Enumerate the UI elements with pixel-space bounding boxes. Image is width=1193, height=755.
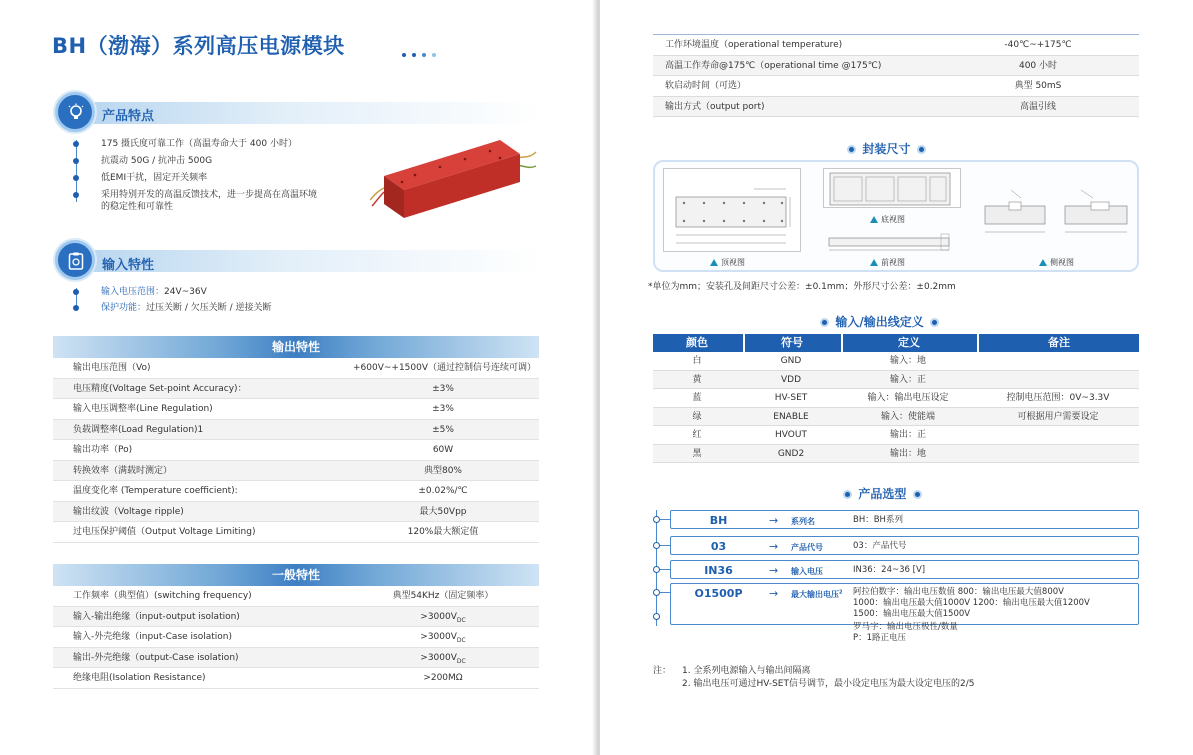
clipboard-icon (66, 251, 86, 271)
bullet-dot (73, 289, 79, 295)
table-row (53, 522, 539, 543)
spec-value-text: >3000V (420, 632, 457, 642)
notes-label: 注： (653, 666, 672, 676)
table-row (53, 358, 539, 379)
selection-node (653, 516, 660, 523)
spec-value: +600V~+1500V（通过控制信号连续可调） (353, 363, 537, 373)
selection-key (791, 589, 842, 600)
wire-definition: 输入：正 (889, 374, 926, 385)
triangle-icon (710, 259, 718, 266)
feature-item: 采用特别开发的高温反馈技术，进一步提高在高温环境 (101, 190, 318, 200)
wire-color: 绿 (692, 411, 702, 422)
front-view-label-text: 前视图 (881, 258, 905, 267)
spec-value: 典型 50mS (1014, 81, 1062, 91)
note-item: 2. 输出电压可通过HV-SET信号调节，最小设定电压为最大设定电压的2/5 (682, 679, 975, 689)
right-page (600, 0, 1193, 755)
feature-item: 的稳定性和可靠性 (101, 202, 174, 212)
general-table-title: 一般特性 (53, 564, 539, 586)
input-protection (101, 303, 272, 314)
wire-color: 白 (692, 356, 702, 366)
top-view-drawing (663, 168, 801, 252)
wire-symbol: HV-SET (774, 393, 808, 403)
title-dots (402, 42, 442, 61)
selection-key-text: 最大输出电压 (791, 590, 839, 599)
wire-remark: 控制电压范围：0V~3.3V (1006, 393, 1110, 403)
arrow-icon: → (769, 540, 779, 553)
selection-key (791, 516, 815, 527)
title-dot (845, 492, 850, 497)
selection-code: BH (709, 514, 728, 527)
wire-table-header (653, 334, 1139, 352)
selection-row (670, 560, 1139, 579)
spec-value: ±0.02%/℃ (418, 486, 468, 496)
selection-tick (660, 569, 670, 570)
wire-color: 黑 (692, 448, 702, 459)
wire-col-definition: 定义 (841, 334, 975, 352)
spec-value: 最大50Vpp (419, 506, 467, 517)
selection-key-text: 产品代号 (791, 543, 823, 552)
spec-name: 负载调整率(Load Regulation)1 (73, 424, 204, 435)
front-view-label (870, 257, 905, 268)
table-row (53, 420, 539, 441)
spec-value: 120%最大额定值 (407, 527, 479, 537)
table-row (53, 627, 539, 648)
spec-name: 过电压保护阈值（Output Voltage Limiting) (73, 527, 256, 537)
feature-item: 175 摄氏度可靠工作（高温寿命大于 400 小时） (101, 139, 297, 149)
side-view-label-text: 侧视图 (1050, 258, 1074, 267)
side-view-drawing (981, 168, 1133, 252)
bullet-dot (73, 158, 79, 164)
output-table-title: 输出特性 (53, 336, 539, 358)
dims-drawing-box (653, 160, 1139, 272)
title-dot (915, 492, 920, 497)
spec-value: ±3% (432, 404, 454, 414)
feature-item: 抗震动 50G / 抗冲击 500G (101, 156, 213, 166)
title-dot (932, 320, 937, 325)
selection-key-text: 系列名 (791, 517, 815, 526)
table-row (53, 481, 539, 502)
selection-desc: BH：BH系列 (853, 515, 903, 525)
triangle-icon (1039, 259, 1047, 266)
selection-row (670, 510, 1139, 529)
wire-table-body (653, 352, 1139, 463)
selection-desc: IN36：24~36 [V] (853, 565, 926, 575)
spec-value: 高温引线 (1019, 101, 1056, 112)
spec-name: 输入电压调整率(Line Regulation) (73, 404, 213, 414)
bottom-view-label-text: 底视图 (881, 215, 905, 224)
spec-value: 400 小时 (1018, 60, 1058, 71)
bullet-dot (73, 141, 79, 147)
selection-row (670, 536, 1139, 555)
spec-name: 输入-外壳绝缘（input-Case isolation) (73, 632, 232, 642)
selection-desc-line: 罗马字：输出电压极性/数量 (853, 622, 958, 632)
left-page (0, 0, 596, 755)
note-item: 1. 全系列电源输入与输出间隔离 (682, 666, 811, 676)
lightbulb-icon (66, 103, 86, 123)
arrow-icon: → (769, 564, 779, 577)
selection-title-text: 产品选型 (858, 487, 907, 501)
wire-col-color: 颜色 (686, 336, 708, 349)
spec-value-text: >3000V (420, 611, 457, 622)
selection-code: O1500P (694, 587, 743, 600)
spec-name: 输出电压范围（Vo) (73, 363, 151, 373)
feature-item: 低EMI干扰，固定开关频率 (101, 173, 208, 183)
wire-definition: 输入：输出电压设定 (867, 393, 949, 403)
wire-col-symbol: 符号 (743, 334, 839, 352)
dims-title-text: 封装尺寸 (862, 142, 911, 156)
selection-desc-line: 1500：输出电压最大值1500V (853, 609, 971, 619)
spec-name: 工作环境温度（operational temperature) (665, 40, 843, 50)
title-dot (919, 147, 924, 152)
table-row (53, 399, 539, 420)
table-row (653, 426, 1139, 445)
wire-definition: 输入：使能端 (880, 411, 935, 422)
bottom-view-drawing (823, 168, 961, 208)
features-badge (55, 92, 95, 132)
spec-value-text: 典型54KHz（固定频率） (392, 591, 494, 601)
input-range-label: 输入电压范围： (101, 287, 165, 297)
wires-title-text: 输入/输出线定义 (835, 315, 924, 329)
arrow-icon: → (769, 587, 779, 600)
spec-name: 转换效率（满载时测定） (73, 465, 173, 476)
selection-desc: 03：产品代号 (853, 541, 907, 551)
selection-tick (660, 545, 670, 546)
spec-name: 输出方式（output port) (665, 101, 765, 112)
selection-node (653, 542, 660, 549)
features-title: 产品特点 (102, 109, 155, 124)
side-view-label (1039, 257, 1074, 268)
table-row (653, 97, 1139, 118)
top-view-sketch (664, 169, 802, 253)
spec-name: 输出纹波（Voltage ripple) (73, 506, 184, 517)
spec-name: 绝缘电阻(Isolation Resistance) (73, 673, 206, 683)
spec-name: 输出功率（Po) (73, 445, 133, 455)
output-table (53, 336, 539, 543)
spec-name: 工作频率（典型值）(switching frequency) (73, 591, 252, 601)
selection-title (845, 485, 920, 502)
dims-note: *单位为mm；安装孔及间距尺寸公差：±0.1mm；外形尺寸公差：±0.2mm (648, 282, 956, 292)
table-row (53, 440, 539, 461)
wire-definition: 输出：正 (889, 430, 926, 440)
table-row (53, 379, 539, 400)
selection-row (670, 583, 1139, 643)
arrow-icon: → (769, 514, 779, 527)
wire-symbol: ENABLE (773, 411, 809, 422)
triangle-icon (870, 216, 878, 223)
selection-node (653, 613, 660, 620)
wire-symbol: HVOUT (775, 430, 807, 440)
input-range-value: 24V~36V (164, 287, 207, 297)
wires-title (822, 313, 937, 330)
spec-name: 电压精度(Voltage Set-point Accuracy)： (73, 383, 247, 394)
bullet-dot (73, 305, 79, 311)
spec-value: ±5% (432, 424, 454, 435)
wire-symbol: GND (780, 356, 802, 366)
spec-value: ±3% (432, 383, 454, 394)
input-protection-label: 保护功能： (101, 303, 147, 313)
wire-definition: 输出：地 (889, 448, 926, 459)
spec-value-subscript: DC (456, 657, 466, 665)
selection-key-sup: 2 (839, 589, 843, 596)
table-row (653, 445, 1139, 464)
selection-desc-line: 阿拉伯数字：输出电压数值 800：输出电压最大值800V (853, 587, 1064, 597)
top-view-label-text: 顶视图 (721, 258, 745, 267)
bullet-dot (73, 175, 79, 181)
table-row (53, 668, 539, 689)
spec-value-subscript: DC (456, 616, 466, 624)
spec-value (353, 668, 533, 688)
table-row (53, 586, 539, 607)
selection-key (791, 566, 823, 577)
selection-desc (853, 587, 1090, 644)
table-row (653, 56, 1139, 77)
spec-name: 温度变化率 (Temperature coefficient): (73, 486, 238, 496)
top-view-label (710, 257, 745, 268)
selection-key (791, 542, 823, 553)
product-photo (370, 130, 538, 230)
table-row (653, 352, 1139, 371)
wire-symbol: GND2 (777, 448, 805, 459)
selection-node (653, 589, 660, 596)
top-spec-table (653, 34, 1139, 117)
triangle-icon (870, 259, 878, 266)
table-row (53, 607, 539, 628)
spec-name: 输入-输出绝缘（input-output isolation) (73, 611, 240, 622)
spec-value-text: >200MΩ (423, 673, 463, 683)
wire-symbol: VDD (780, 374, 802, 385)
table-row (653, 76, 1139, 97)
selection-key-text: 输入电压 (791, 567, 823, 576)
selection-code: IN36 (704, 564, 733, 577)
input-badge (55, 240, 95, 280)
dims-title (849, 140, 924, 157)
table-row (53, 502, 539, 523)
input-protection-value: 过压关断 / 欠压关断 / 逆接关断 (146, 303, 272, 313)
spec-value (353, 586, 533, 606)
wire-color: 红 (692, 430, 702, 440)
side-view-sketch (981, 168, 1133, 252)
spec-name: 输出-外壳绝缘（output-Case isolation) (73, 652, 239, 663)
table-row (53, 461, 539, 482)
spec-name: 软启动时间（可选） (665, 81, 747, 91)
table-row (653, 35, 1139, 56)
selection-code: 03 (710, 540, 727, 553)
table-row (653, 389, 1139, 408)
selection-desc-line: P：1路正电压 (853, 633, 907, 643)
wire-col-remarks: 备注 (977, 334, 1139, 352)
top-spec-body (653, 35, 1139, 117)
table-row (53, 648, 539, 669)
selection-node (653, 566, 660, 573)
general-table (53, 564, 539, 689)
selection-desc-line: 1000：输出电压最大值1000V 1200：输出电压最大值1200V (853, 598, 1090, 608)
spec-value: 典型80% (423, 465, 462, 476)
input-range (101, 287, 207, 298)
spec-value-text: >3000V (420, 652, 457, 663)
bottom-view-sketch (824, 169, 962, 209)
bottom-view-label (870, 214, 905, 225)
front-view-drawing (823, 230, 961, 254)
wire-remark: 可根据用户需要设定 (1017, 411, 1099, 422)
spec-value: 60W (432, 445, 454, 455)
spec-name: 高温工作寿命@175℃（operational time @175℃) (665, 60, 882, 71)
wire-color: 蓝 (692, 393, 702, 403)
general-table-body (53, 586, 539, 689)
selection-tick (660, 592, 670, 593)
title-dot (822, 320, 827, 325)
wire-color: 黄 (692, 374, 702, 385)
table-row (653, 408, 1139, 427)
table-row (653, 371, 1139, 390)
selection-tick (660, 519, 670, 520)
input-title: 输入特性 (102, 258, 155, 273)
output-table-body (53, 358, 539, 543)
spec-value-subscript: DC (456, 636, 466, 644)
bullet-dot (73, 192, 79, 198)
spec-value: -40℃~+175℃ (1004, 40, 1072, 50)
title-dot (849, 147, 854, 152)
wire-definition: 输入：地 (889, 356, 926, 366)
front-view-sketch (823, 230, 961, 254)
page-title: BH（渤海）系列高压电源模块 (52, 34, 345, 58)
